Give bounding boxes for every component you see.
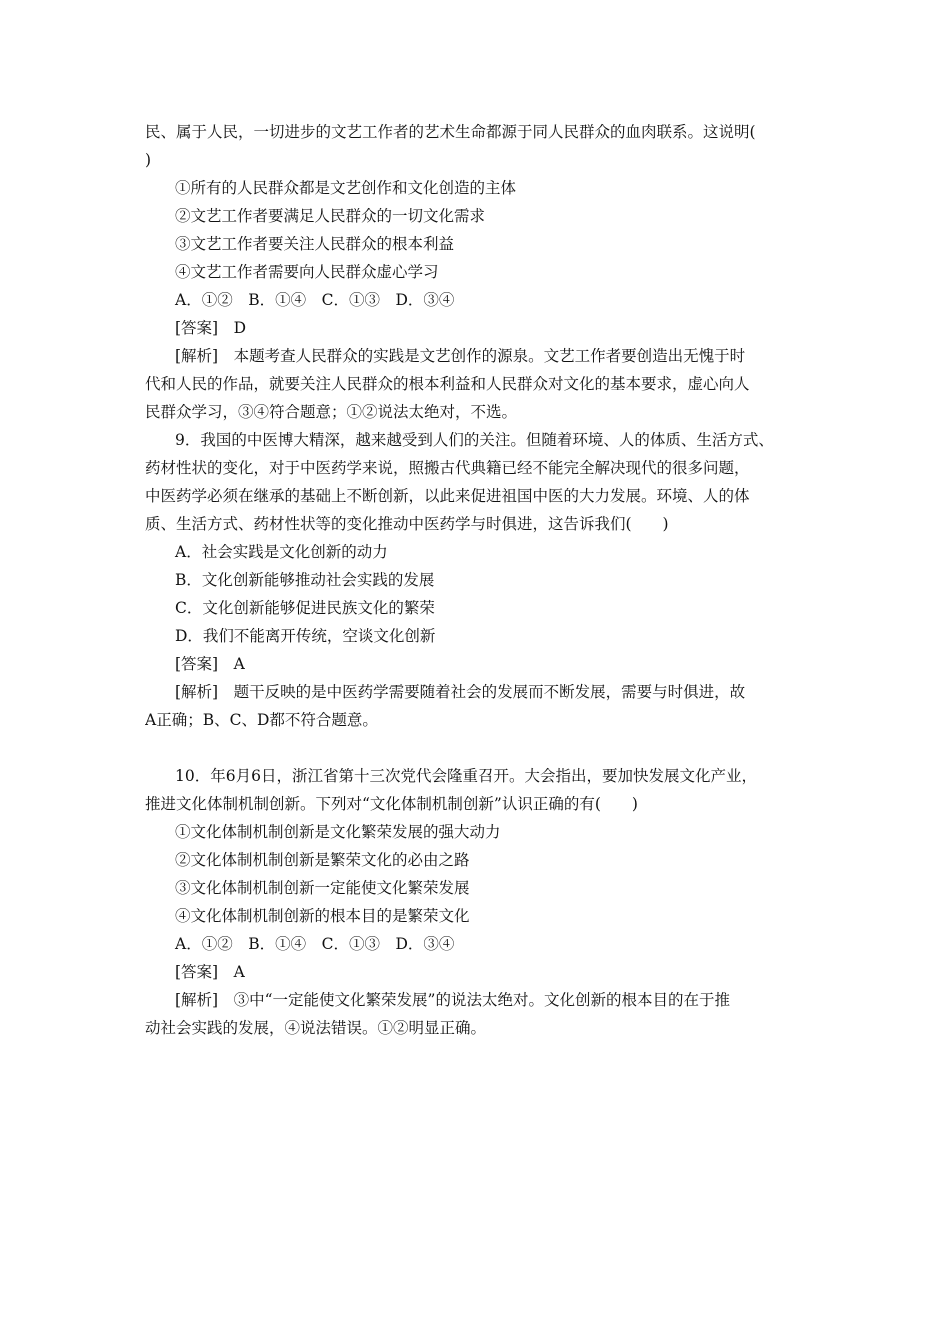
q8-answer: [答案] D (175, 319, 247, 337)
q9-stem-line: 中医药学必须在继承的基础上不断创新，以此来促进祖国中医的大力发展。环境、人的体 (145, 487, 750, 505)
q9-stem-line: 9．我国的中医博大精深，越来越受到人们的关注。但随着环境、人的体质、生活方式、 (175, 431, 774, 449)
q9-analysis-line: A正确；B、C、D都不符合题意。 (145, 711, 378, 729)
q8-stem-line: 民、属于人民，一切进步的文艺工作者的艺术生命都源于同人民群众的血肉联系。这说明( (145, 123, 756, 141)
q10-option: ①文化体制机制创新是文化繁荣发展的强大动力 (175, 823, 501, 841)
q9-stem-line: 药材性状的变化，对于中医药学来说，照搬古代典籍已经不能完全解决现代的很多问题， (145, 459, 750, 477)
q10-stem-line: 10．年6月6日，浙江省第十三次党代会隆重召开。大会指出，要加快发展文化产业， (175, 767, 757, 785)
q10-analysis-line: [解析] ③中“一定能使文化繁荣发展”的说法太绝对。文化创新的根本目的在于推 (175, 991, 730, 1009)
q9-analysis-line: [解析] 题干反映的是中医药学需要随着社会的发展而不断发展，需要与时俱进，故 (175, 683, 746, 701)
q8-choices: A．①② B．①④ C．①③ D．③④ (175, 291, 455, 309)
q8-option: ④文艺工作者需要向人民群众虚心学习 (175, 263, 439, 281)
q10-choices: A．①② B．①④ C．①③ D．③④ (175, 935, 455, 953)
q9-stem-line: 质、生活方式、药材性状等的变化推动中医药学与时俱进，这告诉我们( ) (145, 515, 669, 533)
document-body (145, 118, 810, 1042)
q10-stem-line: 推进文化体制机制创新。下列对“文化体制机制创新”认识正确的有( ) (145, 795, 638, 813)
q10-option: ②文化体制机制创新是繁荣文化的必由之路 (175, 851, 470, 869)
q10-answer: [答案] A (175, 963, 245, 981)
q9-option-c: C．文化创新能够促进民族文化的繁荣 (175, 599, 435, 617)
q8-analysis-line: 民群众学习，③④符合题意；①②说法太绝对，不选。 (145, 403, 518, 421)
q8-option: ①所有的人民群众都是文艺创作和文化创造的主体 (175, 179, 517, 197)
q8-analysis-line: 代和人民的作品，就要关注人民群众的根本利益和人民群众对文化的基本要求，虚心向人 (145, 375, 750, 393)
section-gap (145, 734, 810, 762)
q10-option: ③文化体制机制创新一定能使文化繁荣发展 (175, 879, 470, 897)
q9-option-a: A．社会实践是文化创新的动力 (175, 543, 388, 561)
q8-stem-line: ) (145, 151, 152, 169)
q10-analysis-line: 动社会实践的发展，④说法错误。①②明显正确。 (145, 1019, 487, 1037)
q8-option: ②文艺工作者要满足人民群众的一切文化需求 (175, 207, 486, 225)
q8-option: ③文艺工作者要关注人民群众的根本利益 (175, 235, 455, 253)
q9-option-d: D．我们不能离开传统，空谈文化创新 (175, 627, 436, 645)
q10-option: ④文化体制机制创新的根本目的是繁荣文化 (175, 907, 470, 925)
q9-answer: [答案] A (175, 655, 245, 673)
q8-analysis-line: [解析] 本题考查人民群众的实践是文艺创作的源泉。文艺工作者要创造出无愧于时 (175, 347, 746, 365)
q9-option-b: B．文化创新能够推动社会实践的发展 (175, 571, 435, 589)
